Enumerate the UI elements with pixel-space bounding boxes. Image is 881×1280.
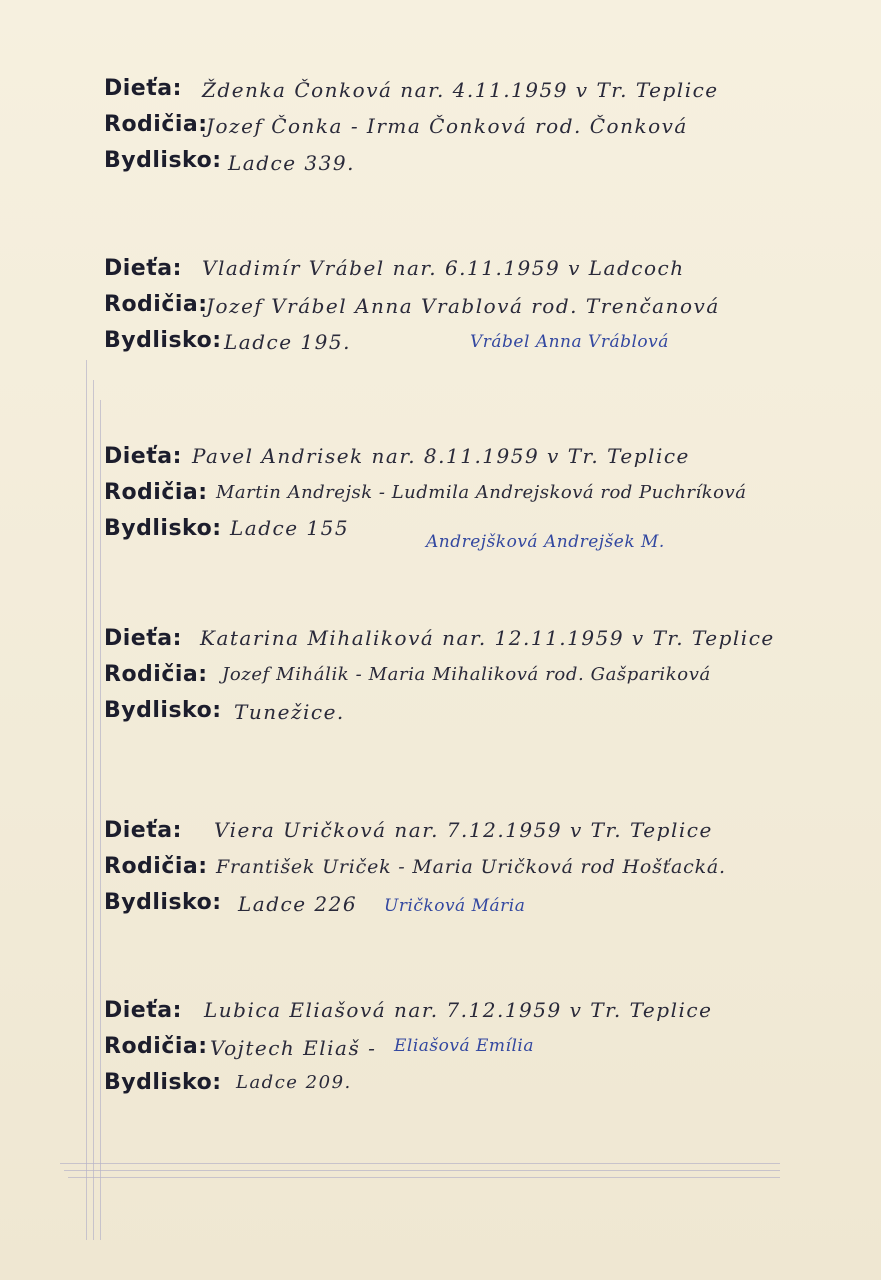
parents-row — [104, 662, 864, 698]
residence-row — [104, 890, 864, 926]
child-value: Lubica Eliašová nar. 7.12.1959 v Tr. Teplice — [204, 998, 713, 1022]
child-row — [104, 998, 864, 1034]
residence-label: Bydlisko: — [104, 148, 222, 173]
bottom-rule — [60, 1163, 780, 1164]
residence-row — [104, 516, 864, 552]
child-label: Dieťa: — [104, 256, 182, 281]
parents-row — [104, 854, 864, 890]
residence-row — [104, 1070, 864, 1106]
parents-value: Vojtech Eliaš - — [210, 1036, 377, 1060]
child-value: Katarina Mihaliková nar. 12.11.1959 v Tr. Teplice — [200, 626, 775, 650]
child-row — [104, 256, 864, 292]
parents-value: František Uriček - Maria Uričková rod Hošťacká. — [216, 856, 726, 878]
child-label: Dieťa: — [104, 76, 182, 101]
margin-line — [100, 400, 101, 1240]
residence-row — [104, 148, 864, 184]
child-label: Dieťa: — [104, 444, 182, 469]
parents-value: Jozef Mihálik - Maria Mihaliková rod. Gašpariková — [222, 664, 711, 685]
signature: Andrejšková Andrejšek M. — [426, 532, 665, 552]
child-value: Pavel Andrisek nar. 8.11.1959 v Tr. Teplice — [192, 444, 690, 468]
residence-value: Ladce 226 — [238, 892, 358, 916]
parents-label: Rodičia: — [104, 662, 208, 687]
parents-label: Rodičia: — [104, 854, 208, 879]
parents-row — [104, 292, 864, 328]
birth-record-6 — [104, 998, 864, 1106]
parents-value: Martin Andrejsk - Ludmila Andrejsková rod Puchríková — [216, 482, 747, 503]
child-label: Dieťa: — [104, 626, 182, 651]
residence-label: Bydlisko: — [104, 698, 222, 723]
birth-record-4 — [104, 626, 864, 734]
child-row — [104, 76, 864, 112]
bottom-rule — [64, 1170, 780, 1171]
residence-value: Ladce 339. — [228, 151, 355, 175]
signature: Eliašová Emília — [394, 1036, 534, 1056]
residence-label: Bydlisko: — [104, 1070, 222, 1095]
residence-row — [104, 698, 864, 734]
birth-record-3 — [104, 444, 864, 552]
parents-row — [104, 480, 864, 516]
residence-value: Ladce 209. — [236, 1072, 352, 1093]
signature: Vrábel Anna Vráblová — [470, 332, 669, 352]
residence-label: Bydlisko: — [104, 328, 222, 353]
child-row — [104, 626, 864, 662]
parents-label: Rodičia: — [104, 112, 208, 137]
margin-line — [93, 380, 94, 1240]
parents-label: Rodičia: — [104, 292, 208, 317]
child-row — [104, 818, 864, 854]
bottom-rule — [68, 1177, 780, 1178]
parents-value: Jozef Čonka - Irma Čonková rod. Čonková — [206, 114, 688, 138]
child-row — [104, 444, 864, 480]
birth-record-5 — [104, 818, 864, 926]
parents-row — [104, 112, 864, 148]
birth-record-2 — [104, 256, 864, 364]
residence-label: Bydlisko: — [104, 890, 222, 915]
residence-value: Ladce 155 — [230, 516, 350, 540]
child-value: Vladimír Vrábel nar. 6.11.1959 v Ladcoch — [202, 256, 685, 280]
child-value: Viera Uričková nar. 7.12.1959 v Tr. Teplice — [214, 818, 713, 842]
birth-record-1 — [104, 76, 864, 184]
residence-value: Ladce 195. — [224, 330, 351, 354]
child-label: Dieťa: — [104, 998, 182, 1023]
parents-label: Rodičia: — [104, 1034, 208, 1059]
residence-label: Bydlisko: — [104, 516, 222, 541]
margin-line — [86, 360, 87, 1240]
parents-row — [104, 1034, 864, 1070]
signature: Uričková Mária — [384, 896, 526, 916]
child-value: Ždenka Čonková nar. 4.11.1959 v Tr. Teplice — [202, 78, 719, 102]
parents-value: Jozef Vrábel Anna Vrablová rod. Trenčanová — [206, 294, 720, 318]
parents-label: Rodičia: — [104, 480, 208, 505]
residence-row — [104, 328, 864, 364]
residence-value: Tunežice. — [234, 700, 345, 724]
child-label: Dieťa: — [104, 818, 182, 843]
